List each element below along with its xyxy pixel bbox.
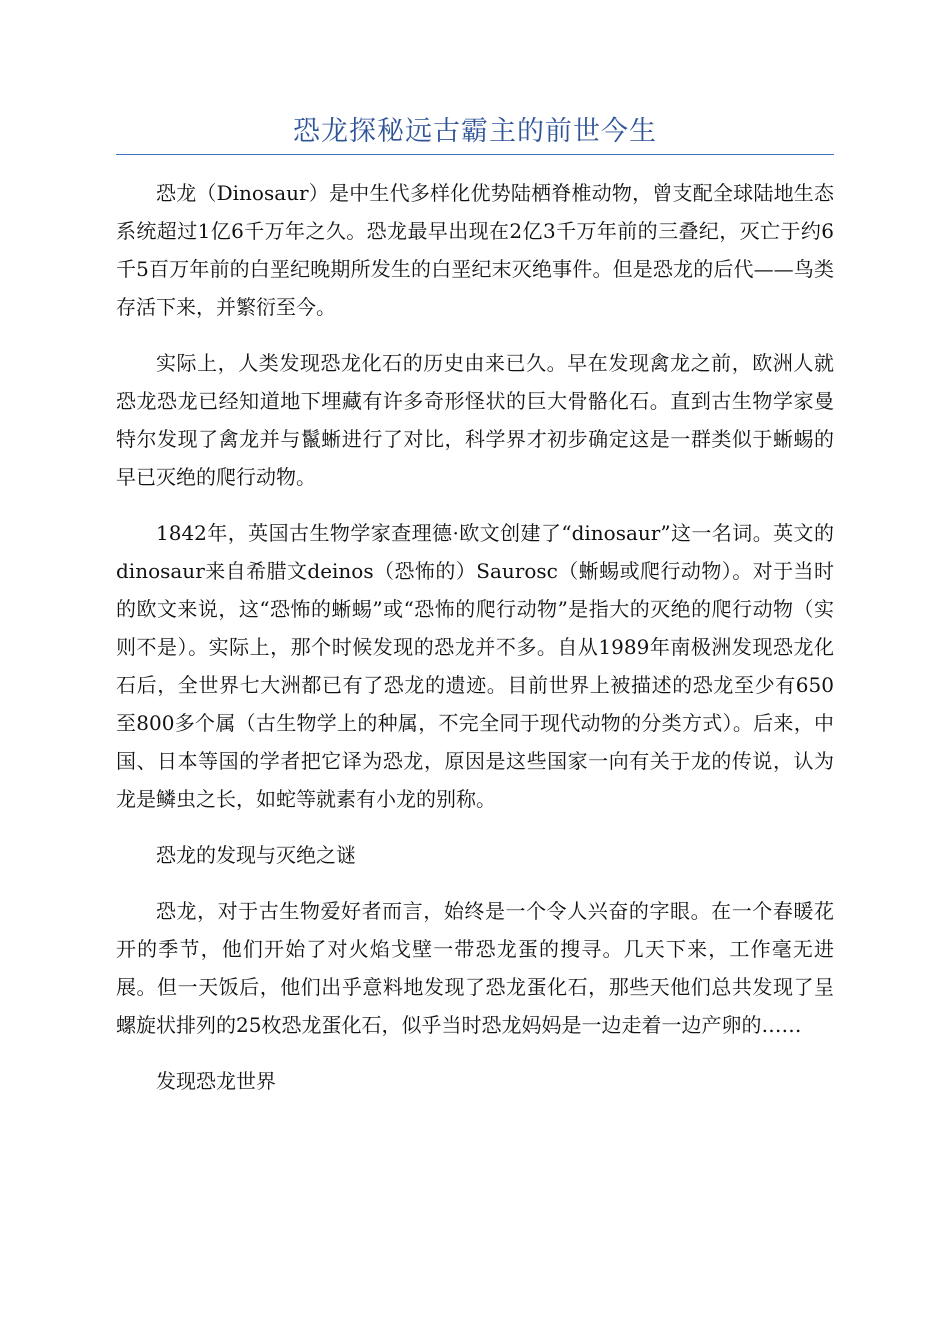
section-heading-discovery: 恐龙的发现与灭绝之谜	[156, 843, 356, 867]
document-body	[116, 174, 834, 1118]
paragraph-eggs: 恐龙，对于古生物爱好者而言，始终是一个令人兴奋的字眼。在一个春暖花开的季节，他们开始了对火焰戈壁一带恐龙蛋的搜寻。几天下来，工作毫无进展。但一天饭后，他们出乎意料地发现了恐龙蛋化石，那些天他们总共发现了呈螺旋状排列的25枚恐龙蛋化石，似乎当时恐龙妈妈是一边走着一边产卵的……	[116, 899, 834, 1037]
document-title: 恐龙探秘远古霸主的前世今生	[293, 116, 657, 147]
paragraph-intro: 恐龙（Dinosaur）是中生代多样化优势陆栖脊椎动物，曾支配全球陆地生态系统超过1亿6千万年之久。恐龙最早出现在2亿3千万年前的三叠纪，灭亡于约6千5百万年前的白垩纪晚期所发生的白垩纪末灭绝事件。但是恐龙的后代——鸟类存活下来，并繁衍至今。	[116, 181, 834, 319]
title-underline	[116, 154, 834, 155]
paragraph-naming: 1842年，英国古生物学家查理德·欧文创建了“dinosaur”这一名词。英文的dinosaur来自希腊文deinos（恐怖的）Saurosc（蜥蜴或爬行动物）。对于当时的欧文来说，这“恐怖的蜥蜴”或“恐怖的爬行动物”是指大的灭绝的爬行动物（实则不是）。实际上，那个时候发现的恐龙并不多。自从1989年南极洲发现恐龙化石后，全世界七大洲都已有了恐龙的遗迹。目前世界上被描述的恐龙至少有650至800多个属（古生物学上的种属，不完全同于现代动物的分类方式）。后来，中国、日本等国的学者把它译为恐龙，原因是这些国家一向有关于龙的传说，认为龙是鳞虫之长，如蛇等就素有小龙的别称。	[116, 521, 834, 811]
paragraph-history: 实际上，人类发现恐龙化石的历史由来已久。早在发现禽龙之前，欧洲人就恐龙恐龙已经知道地下埋藏有许多奇形怪状的巨大骨骼化石。直到古生物学家曼特尔发现了禽龙并与鬣蜥进行了对比，科学界才初步确定这是一群类似于蜥蜴的早已灭绝的爬行动物。	[116, 351, 834, 489]
section-heading-world: 发现恐龙世界	[156, 1069, 276, 1093]
